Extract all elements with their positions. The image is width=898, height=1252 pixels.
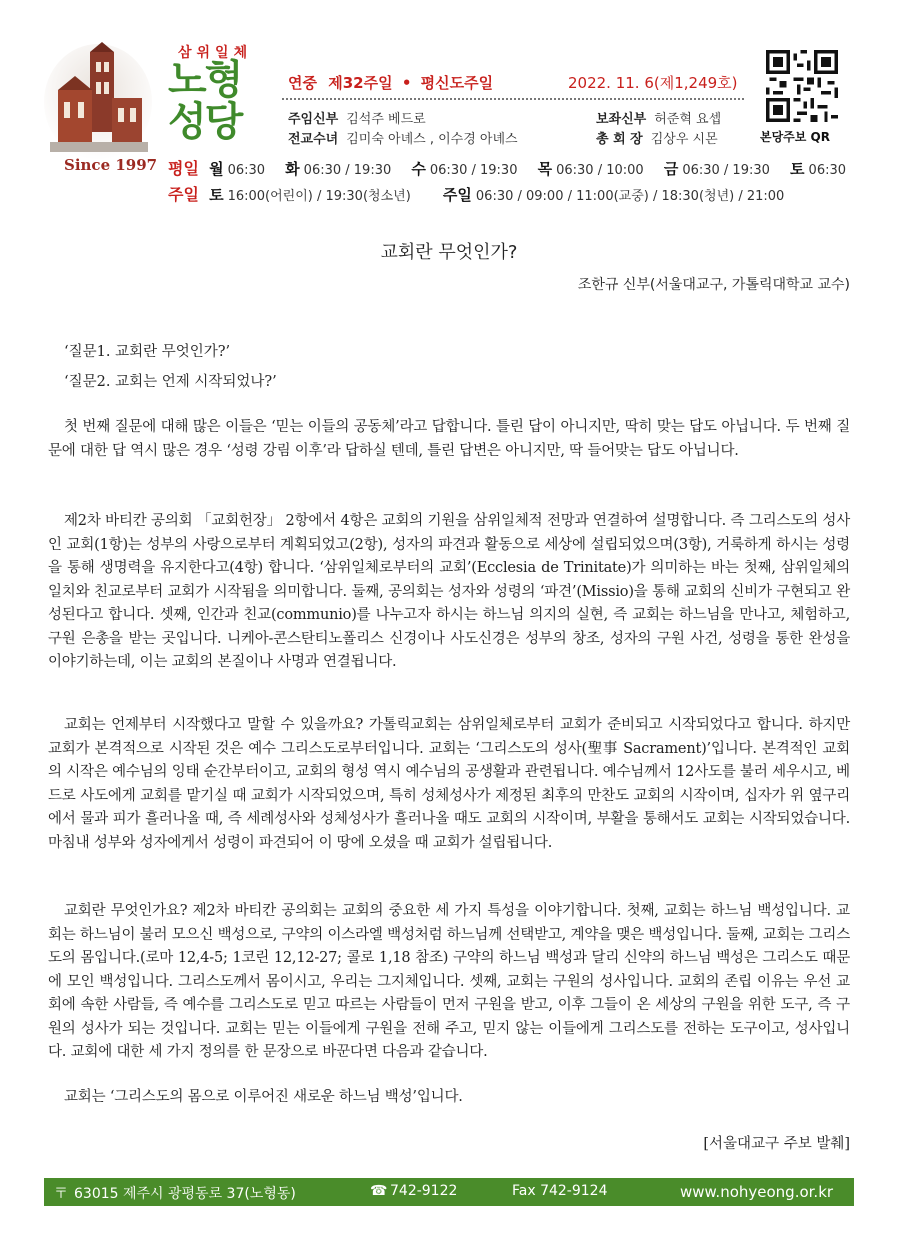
header-divider (282, 98, 744, 100)
footer-address: 63015 제주시 광평동로 37(노형동) (74, 1186, 296, 1202)
mass-time: 06:30 / 19:30 (682, 163, 770, 178)
staff-value: 김미숙 아녜스 , 이수경 아녜스 (346, 132, 518, 147)
sunday-mass-times (168, 182, 784, 205)
mass-day: 화 (285, 160, 300, 178)
staff-label: 전교수녀 (288, 132, 339, 147)
mass-time: 06:30 (808, 163, 847, 178)
phone-icon: ☎ (370, 1183, 388, 1199)
occasion-season: 연중 (288, 74, 317, 92)
paragraph-1: 첫 번째 질문에 대해 많은 이들은 ‘믿는 이들의 공동체’라고 답합니다. 틀린 답이 아니지만, 딱히 맞는 답도 아닙니다. 두 번째 질문에 대한 답 역시 많은 경우 ‘성령 강림 이후’라 답하실 텐데, 틀린 답변은 아니지만, 딱 들어맞는 답도 아닙니다. (48, 419, 850, 459)
mass-day: 토 (790, 160, 805, 178)
issue-date: 2022. 11. 6(제1,249호) (568, 74, 738, 92)
qr-code-icon[interactable] (766, 50, 838, 122)
staff-sisters (288, 128, 518, 147)
staff-value: 김상우 시몬 (650, 132, 718, 147)
mass-day: 금 (663, 160, 679, 178)
weekday-mass-times (168, 156, 846, 179)
occasion-feast: 평신도주일 (420, 74, 494, 92)
footer-phone: 742-9122 (390, 1183, 458, 1199)
paragraph-3: 교회는 언제부터 시작했다고 말할 수 있을까요? 가톨릭교회는 삼위일체로부터 교회가 준비되고 시작되었다고 합니다. 하지만 교회가 본격적으로 시작된 것은 예수 그리스도로부터입니다. 교회는 ‘그리스도의 성사(聖事 Sacrament)’입니다. 본격적인 교회의 시작은 예수님의 잉태 순간부터이고, 교회의 형성 역시 예수님의 공생활과 관련됩니다. 예수님께서 12사도를 불러 세우시고, 베드로 사도에게 교회를 맡기실 때 교회가 시작되었으며, 특히 성체성사가 제정된 최후의 만찬도 교회의 시작이며, 십자가 위 옆구리에서 물과 피가 흘러나올 때, 즉 세례성사와 성체성사가 흘러나올 때도 교회의 시작이며, 부활을 통해서도 교회는 시작되었습니다. 마침내 성부와 성자에게서 성령이 파견되어 이 땅에 오셨을 때 교회가 설립됩니다. (48, 717, 850, 851)
staff-label: 보좌신부 (596, 112, 647, 127)
occasion-separator: • (401, 74, 412, 92)
paragraph-4: 교회란 무엇인가요? 제2차 바티칸 공의회는 교회의 중요한 세 가지 특성을 이야기합니다. 첫째, 교회는 하느님 백성입니다. 교회는 하느님이 불러 모으신 백성으로, 구약의 이스라엘 백성처럼 하느님께 선택받고, 계약을 맺은 백성입니다. 둘째, 교회는 그리스도의 몸입니다.(로마 12,4-5; 1코린 12,12-27; 콜로 1,18 참조) 구약의 하느님 백성과 달리 신약의 하느님 백성은 그리스도 때문에 모인 백성입니다. 그리스도께서 몸이시고, 우리는 그지체입니다. 셋째, 교회는 구원의 성사입니다. 교회의 존립 이유는 우선 교회에 속한 사람들, 즉 예수를 그리스도로 믿고 따르는 사람들이 먼저 구원을 받고, 이후 그들이 온 세상의 구원을 위한 도구, 즉 구원의 성사가 되는 것입니다. 교회는 믿는 이들에게 구원을 전해 주고, 믿지 않는 이들에게 그리스도를 전하는 도구이고, 성사입니다. 교회에 대한 세 가지 정의를 한 문장으로 바꾼다면 다음과 같습니다. (48, 903, 850, 1060)
mass-time: 06:30 / 19:30 (303, 163, 392, 178)
staff-label: 주임신부 (288, 112, 339, 127)
mass-day: 월 (209, 160, 224, 178)
mass-day: 토 (209, 186, 224, 204)
mass-time: 06:30 / 19:30 (429, 163, 518, 178)
mass-day: 주일 (442, 186, 472, 204)
weekday-label: 평일 (168, 159, 199, 178)
staff-pastor (288, 108, 426, 127)
postal-icon: 〒 (54, 1186, 68, 1202)
article-title: 교회란 무엇인가? (380, 242, 518, 263)
staff-value: 허준혁 요셉 (654, 112, 722, 127)
mass-day: 수 (411, 160, 426, 178)
liturgical-occasion (288, 72, 493, 93)
mass-day: 목 (537, 160, 553, 178)
mass-time: 16:00(어린이) / 19:30(청소년) (227, 189, 411, 204)
mass-time: 06:30 / 09:00 / 11:00(교중) / 18:30(청년) / 21:00 (475, 189, 785, 204)
logo-line-1: 노형 (168, 57, 242, 103)
logo-line-2: 성당 (168, 99, 242, 145)
bulletin-header (0, 0, 898, 212)
staff-value: 김석주 베드로 (346, 112, 426, 127)
logo-subtitle: 삼위일체 (178, 45, 253, 61)
paragraph-5: 교회는 ‘그리스도의 몸으로 이루어진 새로운 하느님 백성’입니다. (64, 1089, 463, 1105)
question-1: ‘질문1. 교회란 무엇인가?’ (64, 344, 231, 360)
since-year: Since 1997 (64, 156, 158, 174)
article-author: 조한규 신부(서울대교구, 가톨릭대학교 교수) (577, 277, 850, 293)
staff-label: 총 회 장 (596, 132, 643, 147)
footer-bar (44, 1178, 854, 1206)
footer-fax: Fax 742-9124 (512, 1183, 608, 1199)
footer-website-link[interactable]: www.nohyeong.or.kr (680, 1183, 834, 1201)
occasion-week: 제32주일 (328, 74, 393, 92)
church-building-icon (44, 42, 152, 162)
article-source: [서울대교구 주보 발췌] (703, 1136, 850, 1152)
question-2: ‘질문2. 교회는 언제 시작되었나?’ (64, 374, 277, 390)
staff-president (596, 128, 718, 147)
qr-label: 본당주보 QR (760, 130, 830, 144)
mass-time: 06:30 (227, 163, 266, 178)
sunday-label: 주일 (168, 185, 199, 204)
paragraph-2: 제2차 바티칸 공의회 「교회헌장」 2항에서 4항은 교회의 기원을 삼위일체적 전망과 연결하여 설명합니다. 즉 그리스도의 성사인 교회(1항)는 성부의 사랑으로부터 계획되었고(2항), 성자의 파견과 활동으로 세상에 설립되었으며(3항), 거룩하게 하시는 성령을 통해 생명력을 유지한다고(4항) 합니다. ‘삼위일체로부터의 교회’(Ecclesia de Trinitate)가 의미하는 바는 첫째, 삼위일체의 일치와 친교로부터 교회가 시작됨을 의미합니다. 둘째, 공의회는 성자와 성령의 ‘파견’(Missio)을 통해 교회의 신비가 구현되고 완성된다고 합니다. 셋째, 인간과 친교(communio)를 나누고자 하시는 하느님 의지의 실현, 즉 교회는 하느님을 만나고, 체험하고, 구원 은총을 받는 곳입니다. 니케아-콘스탄티노폴리스 신경이나 사도신경은 성부의 창조, 성자의 구원 사건, 성령을 통한 완성을 이야기하는데, 이는 교회의 본질이나 사명과 연결됩니다. (48, 513, 850, 670)
staff-assistant (596, 108, 721, 127)
mass-time: 06:30 / 10:00 (556, 163, 644, 178)
